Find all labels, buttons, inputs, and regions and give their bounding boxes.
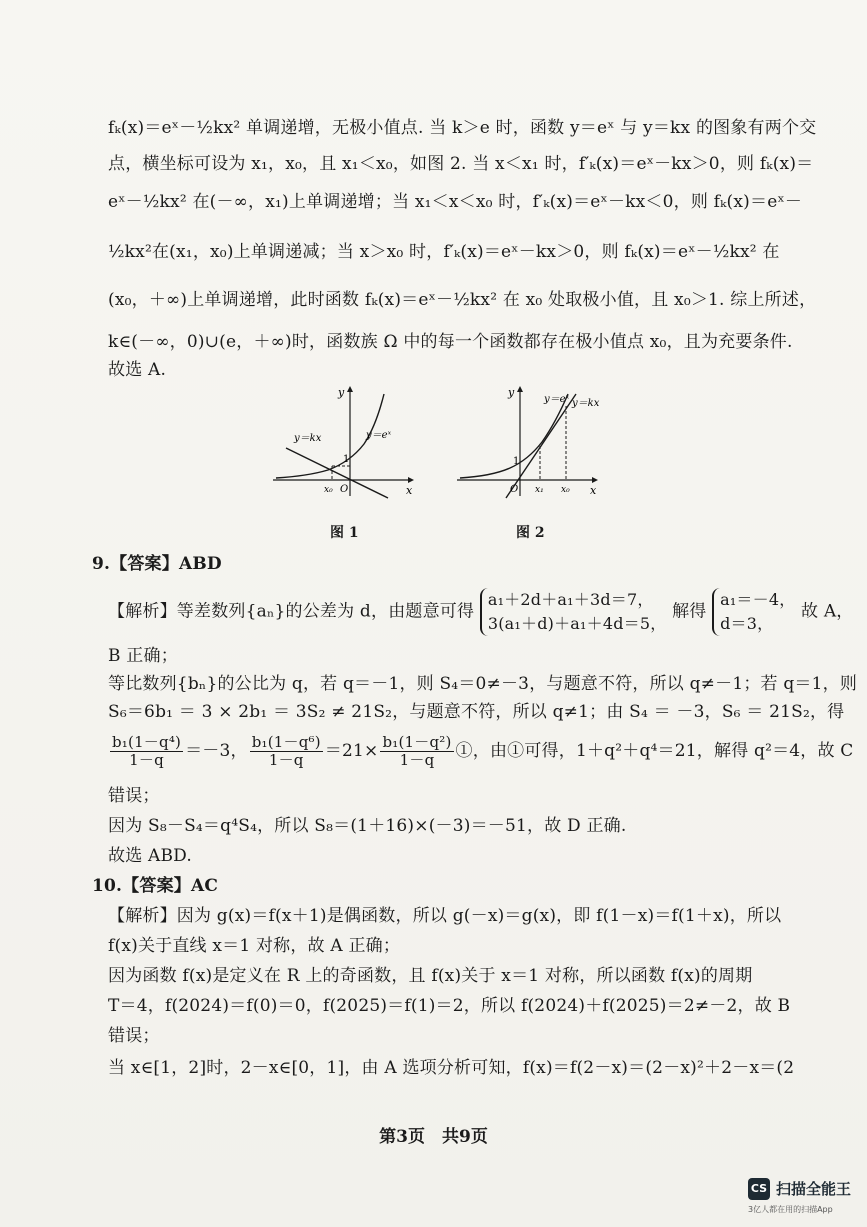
q10-answer: 10.【答案】AC — [92, 876, 219, 896]
q9-analysis-line1 — [108, 588, 854, 644]
frac-b-den: 1－q — [268, 751, 304, 769]
x-label: x — [406, 484, 413, 497]
figure-1-caption: 图 1 — [330, 525, 359, 541]
y-axis-arrow — [347, 386, 353, 392]
frac-c-num: b₁(1－q²) — [382, 733, 452, 751]
logo-name: 扫描全能王 — [776, 1180, 852, 1198]
q10-line5: 错误； — [108, 1026, 160, 1046]
frac-a-den: 1－q — [129, 751, 164, 769]
q9-system1-line1: a₁＋2d＋a₁＋3d＝7， — [487, 590, 654, 609]
q9-system2-line2: d＝3， — [720, 614, 774, 633]
q9-system1-line2: 3(a₁＋d)＋a₁＋4d＝5， — [487, 614, 667, 633]
y-label: y — [338, 386, 345, 399]
body-line-4: ½kx²在(x₁，x₀)上单调递减；当 x＞x₀ 时，f′ₖ(x)＝eˣ－kx＞0，则 fₖ(x)＝eˣ－½kx² 在 — [108, 242, 780, 262]
eq-a: ＝－3， — [185, 741, 248, 761]
q9-frac-a — [110, 734, 183, 769]
page-footer: 第3页 共9页 — [379, 1127, 488, 1147]
curve-label: y＝eˣ — [366, 430, 392, 441]
frac-a-num: b₁(1－q⁴) — [112, 733, 182, 751]
frac-c-den: 1－q — [399, 751, 435, 769]
figure-1 — [268, 384, 418, 504]
eq-b: ＝21× — [324, 741, 379, 761]
figure-2-caption: 图 2 — [516, 525, 545, 541]
x1-label: x₁ — [535, 485, 544, 495]
line-label: y＝kx — [572, 398, 600, 409]
q10-line4: T＝4，f(2024)＝f(0)＝0，f(2025)＝f(1)＝2，所以 f(2024)＋f(2025)＝2≠－2，故 B — [108, 996, 791, 1016]
body-line-6: k∈(－∞，0)∪(e，＋∞)时，函数族 Ω 中的每一个函数都存在极小值点 x₀，且为充要条件. — [108, 332, 793, 352]
q9-system2-line1: a₁＝－4， — [720, 590, 796, 609]
origin-label: O — [510, 484, 519, 495]
q9-system-2 — [712, 588, 795, 636]
q9-line6: 错误； — [108, 786, 160, 806]
q9-line7: 因为 S₈－S₄＝q⁴S₄，所以 S₈＝(1＋16)×(－3)＝－51，故 D 正确. — [108, 816, 627, 836]
one-label: 1 — [513, 456, 520, 467]
figure-2 — [452, 384, 602, 504]
q9-line5-tail: ①，由①可得，1＋q²＋q⁴＝21，解得 q²＝4，故 C — [455, 741, 854, 761]
body-line-7: 故选 A. — [108, 360, 167, 380]
line-kx — [286, 448, 388, 498]
frac-b-num: b₁(1－q⁶) — [251, 733, 321, 751]
origin-label: O — [340, 484, 349, 495]
logo-subtitle: 3亿人都在用的扫描App — [748, 1205, 833, 1214]
y-label: y — [508, 386, 515, 399]
q9-line4: S₆＝6b₁ ＝ 3 × 2b₁ ＝ 3S₂ ≠ 21S₂，与题意不符，所以 q≠1；由 S₄ ＝ －3，S₆ ＝ 21S₂，得 — [108, 702, 845, 722]
q9-solve-word: 解得 — [672, 601, 707, 622]
scanner-logo — [748, 1178, 860, 1222]
one-label: 1 — [343, 454, 350, 465]
x0-label: x₀ — [561, 485, 570, 495]
x0-label: x₀ — [324, 485, 333, 495]
x-axis-arrow — [592, 477, 598, 483]
q10-line1: 【解析】因为 g(x)＝f(x＋1)是偶函数，所以 g(－x)＝g(x)，即 f(1－x)＝f(1＋x)，所以 — [108, 906, 782, 926]
q9-frac-c — [380, 734, 453, 769]
q9-line3: 等比数列{bₙ}的公比为 q，若 q＝－1，则 S₄＝0≠－3，与题意不符，所以 q≠－1；若 q＝1，则 — [108, 674, 858, 694]
line-label: y＝kx — [294, 433, 322, 444]
body-line-5: (x₀，＋∞)上单调递增，此时函数 fₖ(x)＝eˣ－½kx² 在 x₀ 处取极小值，且 x₀＞1. 综上所述， — [108, 290, 817, 310]
q9-line5 — [108, 733, 854, 778]
cs-badge-icon: CS — [748, 1178, 770, 1200]
body-line-3: eˣ－½kx² 在(－∞，x₁)上单调递增；当 x₁＜x＜x₀ 时，f′ₖ(x)＝eˣ－kx＜0，则 fₖ(x)＝eˣ－ — [108, 192, 803, 212]
q9-tail: 故 A， — [801, 601, 854, 622]
q9-system-1 — [480, 588, 667, 636]
x-label: x — [590, 484, 597, 497]
q9-answer: 9.【答案】ABD — [92, 554, 222, 574]
y-axis-arrow — [517, 386, 523, 392]
q10-line3: 因为函数 f(x)是定义在 R 上的奇函数，且 f(x)关于 x＝1 对称，所以函数 f(x)的周期 — [108, 966, 753, 986]
q9-line2: B 正确； — [108, 646, 178, 666]
q10-line6: 当 x∈[1，2]时，2－x∈[0，1]，由 A 选项分析可知，f(x)＝f(2－x)＝(2－x)²＋2－x＝(2 — [108, 1058, 795, 1078]
q9-analysis-prefix: 【解析】等差数列{aₙ}的公差为 d，由题意可得 — [108, 601, 475, 622]
q9-line8: 故选 ABD. — [108, 846, 193, 866]
x-axis-arrow — [408, 477, 414, 483]
q10-line2: f(x)关于直线 x＝1 对称，故 A 正确； — [108, 936, 401, 956]
body-line-2: 点，横坐标可设为 x₁，x₀，且 x₁＜x₀，如图 2. 当 x＜x₁ 时，f′ₖ(x)＝eˣ－kx＞0，则 fₖ(x)＝ — [108, 154, 814, 174]
body-line-1: fₖ(x)＝eˣ－½kx² 单调递增，无极小值点. 当 k＞e 时，函数 y＝eˣ 与 y＝kx 的图象有两个交 — [108, 118, 817, 138]
q9-frac-b — [250, 734, 323, 769]
curve-label: y＝eˣ — [544, 394, 570, 405]
